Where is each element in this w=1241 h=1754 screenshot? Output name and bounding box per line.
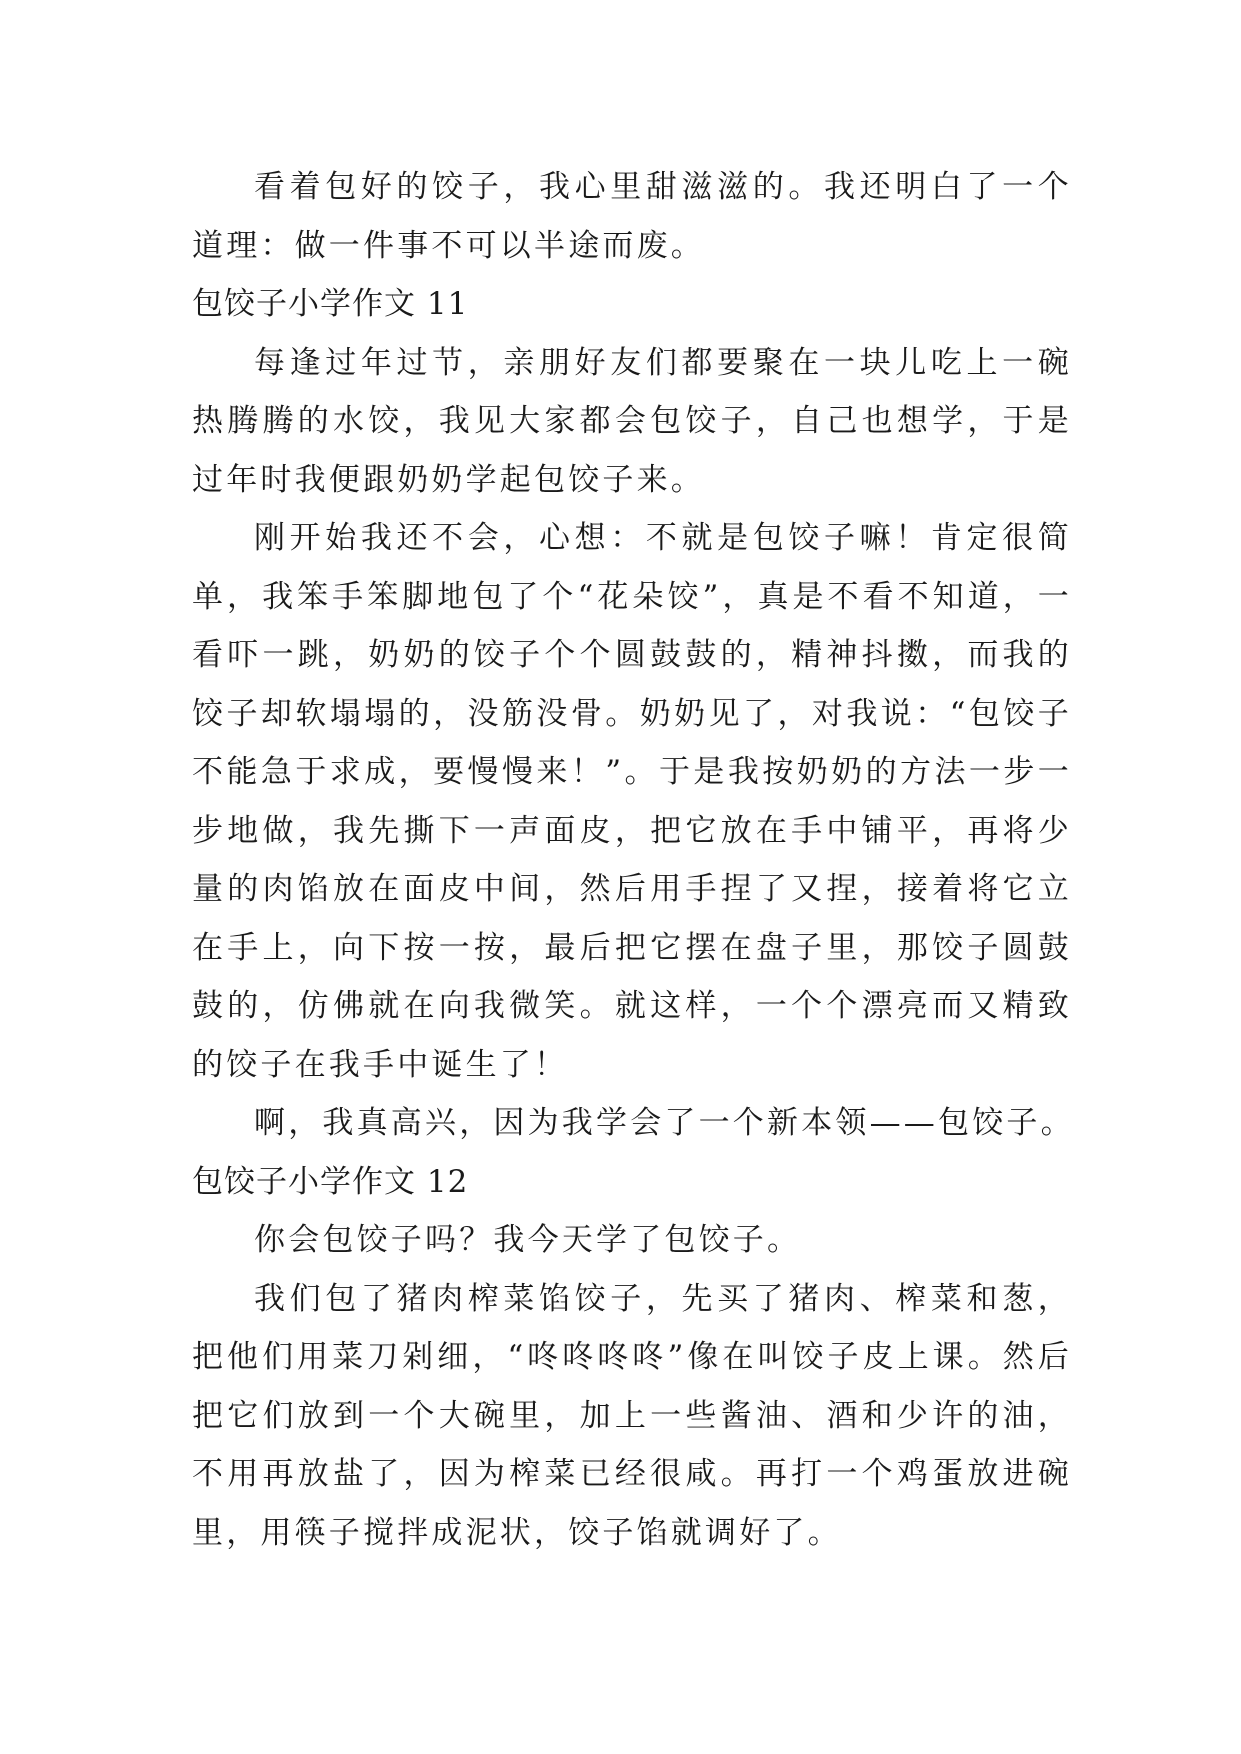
paragraph: 啊，我真高兴，因为我学会了一个新本领——包饺子。 <box>254 1105 1075 1141</box>
paragraph: 每逢过年过节，亲朋好友们都要聚在一块儿吃上一碗热腾腾的水饺，我见大家都会包饺子，自己也想学，于是过年时我便跟奶奶学起包饺子来。 <box>192 344 1072 498</box>
paragraph: 你会包饺子吗？我今天学了包饺子。 <box>254 1222 802 1258</box>
paragraph: 看着包好的饺子，我心里甜滋滋的。我还明白了一个道理：做一件事不可以半途而废。 <box>192 169 1072 264</box>
section-heading: 包饺子小学作文 11 <box>192 286 469 322</box>
document-body <box>192 158 1075 1562</box>
paragraph: 刚开始我还不会，心想：不就是包饺子嘛！肯定很简单，我笨手笨脚地包了个“花朵饺”，真是不看不知道，一看吓一跳，奶奶的饺子个个圆鼓鼓的，精神抖擞，而我的饺子却软塌塌的，没筋没骨。奶奶见了，对我说：“包饺子不能急于求成，要慢慢来！”。于是我按奶奶的方法一步一步地做，我先撕下一声面皮，把它放在手中铺平，再将少量的肉馅放在面皮中间，然后用手捏了又捏，接着将它立在手上，向下按一按，最后把它摆在盘子里，那饺子圆鼓鼓的，仿佛就在向我微笑。就这样，一个个漂亮而又精致的饺子在我手中诞生了！ <box>192 520 1072 1083</box>
paragraph: 我们包了猪肉榨菜馅饺子，先买了猪肉、榨菜和葱，把他们用菜刀剁细，“咚咚咚咚”像在叫饺子皮上课。然后把它们放到一个大碗里，加上一些酱油、酒和少许的油，不用再放盐了，因为榨菜已经很咸。再打一个鸡蛋放进碗里，用筷子搅拌成泥状，饺子馅就调好了。 <box>192 1280 1072 1551</box>
section-heading: 包饺子小学作文 12 <box>192 1163 469 1200</box>
